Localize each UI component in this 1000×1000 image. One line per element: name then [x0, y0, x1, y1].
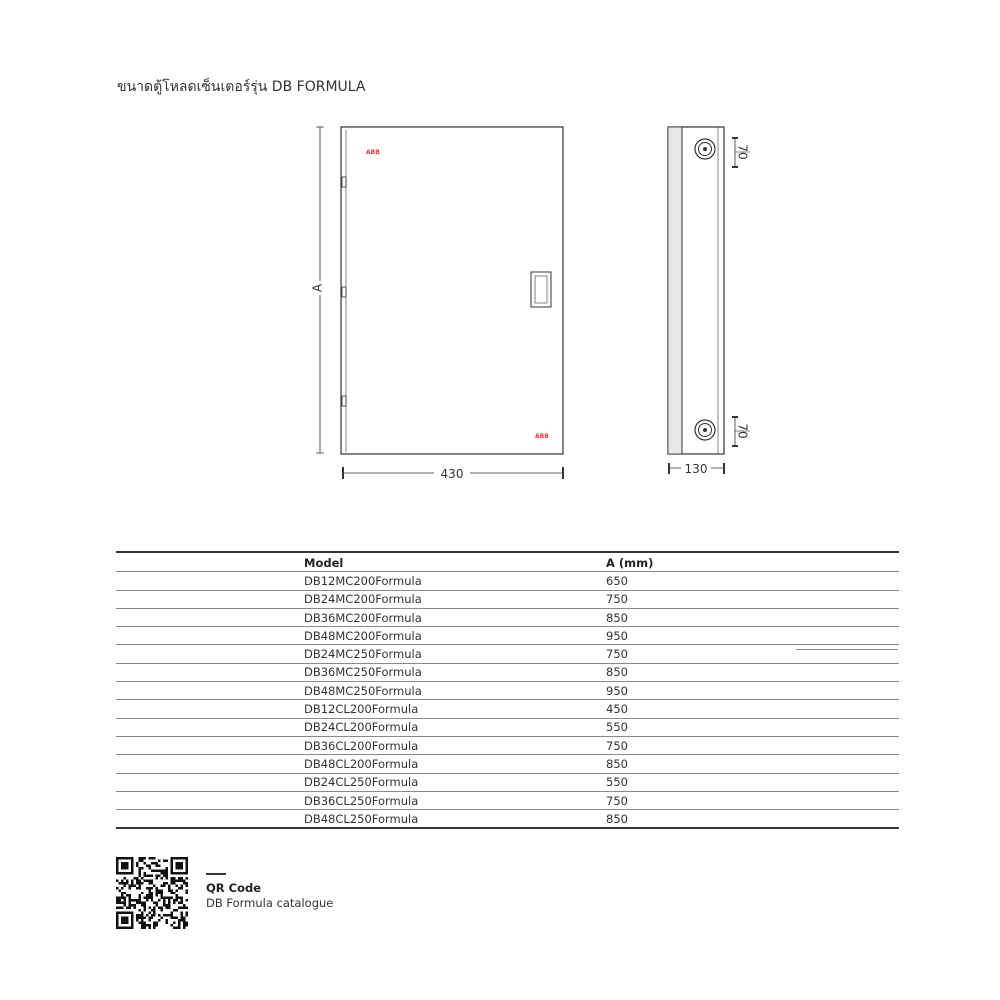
dimension-bottom-offset-label: 70	[735, 423, 750, 439]
model-cell: DB36CL250Formula	[304, 791, 606, 809]
a-mm-cell: 450	[606, 700, 899, 718]
brand-logo-top: ABB	[366, 149, 380, 156]
model-cell: DB36MC250Formula	[304, 663, 606, 681]
page-title: ขนาดตู้โหลดเซ็นเตอร์รุ่น DB FORMULA	[117, 79, 366, 95]
model-cell: DB48CL250Formula	[304, 810, 606, 829]
dimension-a-label: A	[310, 283, 325, 293]
table-row	[116, 773, 899, 791]
table-row	[116, 627, 899, 645]
a-mm-cell: 550	[606, 773, 899, 791]
model-cell: DB36CL200Formula	[304, 736, 606, 754]
table-row	[116, 572, 899, 590]
cable-knockout-bottom	[695, 420, 715, 440]
table-row	[116, 645, 899, 663]
a-mm-cell: 750	[606, 590, 899, 608]
model-cell: DB12MC200Formula	[304, 572, 606, 590]
cable-knockout-top	[695, 139, 715, 159]
model-cell: DB24CL250Formula	[304, 773, 606, 791]
table-row	[116, 590, 899, 608]
model-cell: DB24MC250Formula	[304, 645, 606, 663]
hinge-middle	[342, 287, 346, 297]
brand-logo-bottom: ABB	[535, 433, 549, 440]
dimension-depth-label: 130	[684, 462, 708, 476]
side-view	[668, 127, 724, 454]
model-cell: DB48MC200Formula	[304, 627, 606, 645]
qr-accent-rule	[206, 873, 226, 875]
table-row	[116, 663, 899, 681]
model-cell: DB48MC250Formula	[304, 682, 606, 700]
table-row	[116, 718, 899, 736]
door-handle-inner	[535, 276, 547, 303]
table-row	[116, 682, 899, 700]
table-row	[116, 700, 899, 718]
a-mm-cell: 650	[606, 572, 899, 590]
front-view	[341, 127, 563, 454]
model-dimension-table	[116, 551, 899, 829]
qr-title: QR Code	[206, 881, 262, 895]
hinge-top	[342, 177, 346, 187]
model-cell: DB48CL200Formula	[304, 755, 606, 773]
a-mm-cell: 750	[606, 736, 899, 754]
table-row	[116, 608, 899, 626]
table-row	[116, 755, 899, 773]
a-mm-cell: 850	[606, 608, 899, 626]
a-mm-cell: 950	[606, 682, 899, 700]
table-body	[116, 572, 899, 829]
column-header-model: Model	[304, 555, 344, 570]
a-mm-cell: 750	[606, 791, 899, 809]
side-door-edge	[668, 127, 682, 454]
dimension-top-offset-label: 70	[735, 144, 750, 160]
hinge-bottom	[342, 396, 346, 406]
a-mm-cell: 850	[606, 663, 899, 681]
table-row	[116, 791, 899, 809]
model-cell: DB36MC200Formula	[304, 608, 606, 626]
model-cell: DB24MC200Formula	[304, 590, 606, 608]
a-mm-cell: 550	[606, 718, 899, 736]
a-mm-cell: 750	[606, 645, 899, 663]
door-handle	[531, 272, 551, 307]
a-mm-cell: 850	[606, 755, 899, 773]
divider-line	[796, 649, 898, 650]
dimension-width-label: 430	[440, 467, 464, 481]
a-mm-cell: 850	[606, 810, 899, 829]
model-cell: DB24CL200Formula	[304, 718, 606, 736]
table-row	[116, 810, 899, 829]
model-cell: DB12CL200Formula	[304, 700, 606, 718]
table-header-row	[116, 552, 899, 572]
front-door-outline	[341, 127, 563, 454]
a-mm-cell: 950	[606, 627, 899, 645]
qr-code-image	[116, 857, 188, 929]
table-row	[116, 736, 899, 754]
qr-subtitle: DB Formula catalogue	[206, 896, 334, 910]
column-header-a: A (mm)	[606, 555, 654, 570]
